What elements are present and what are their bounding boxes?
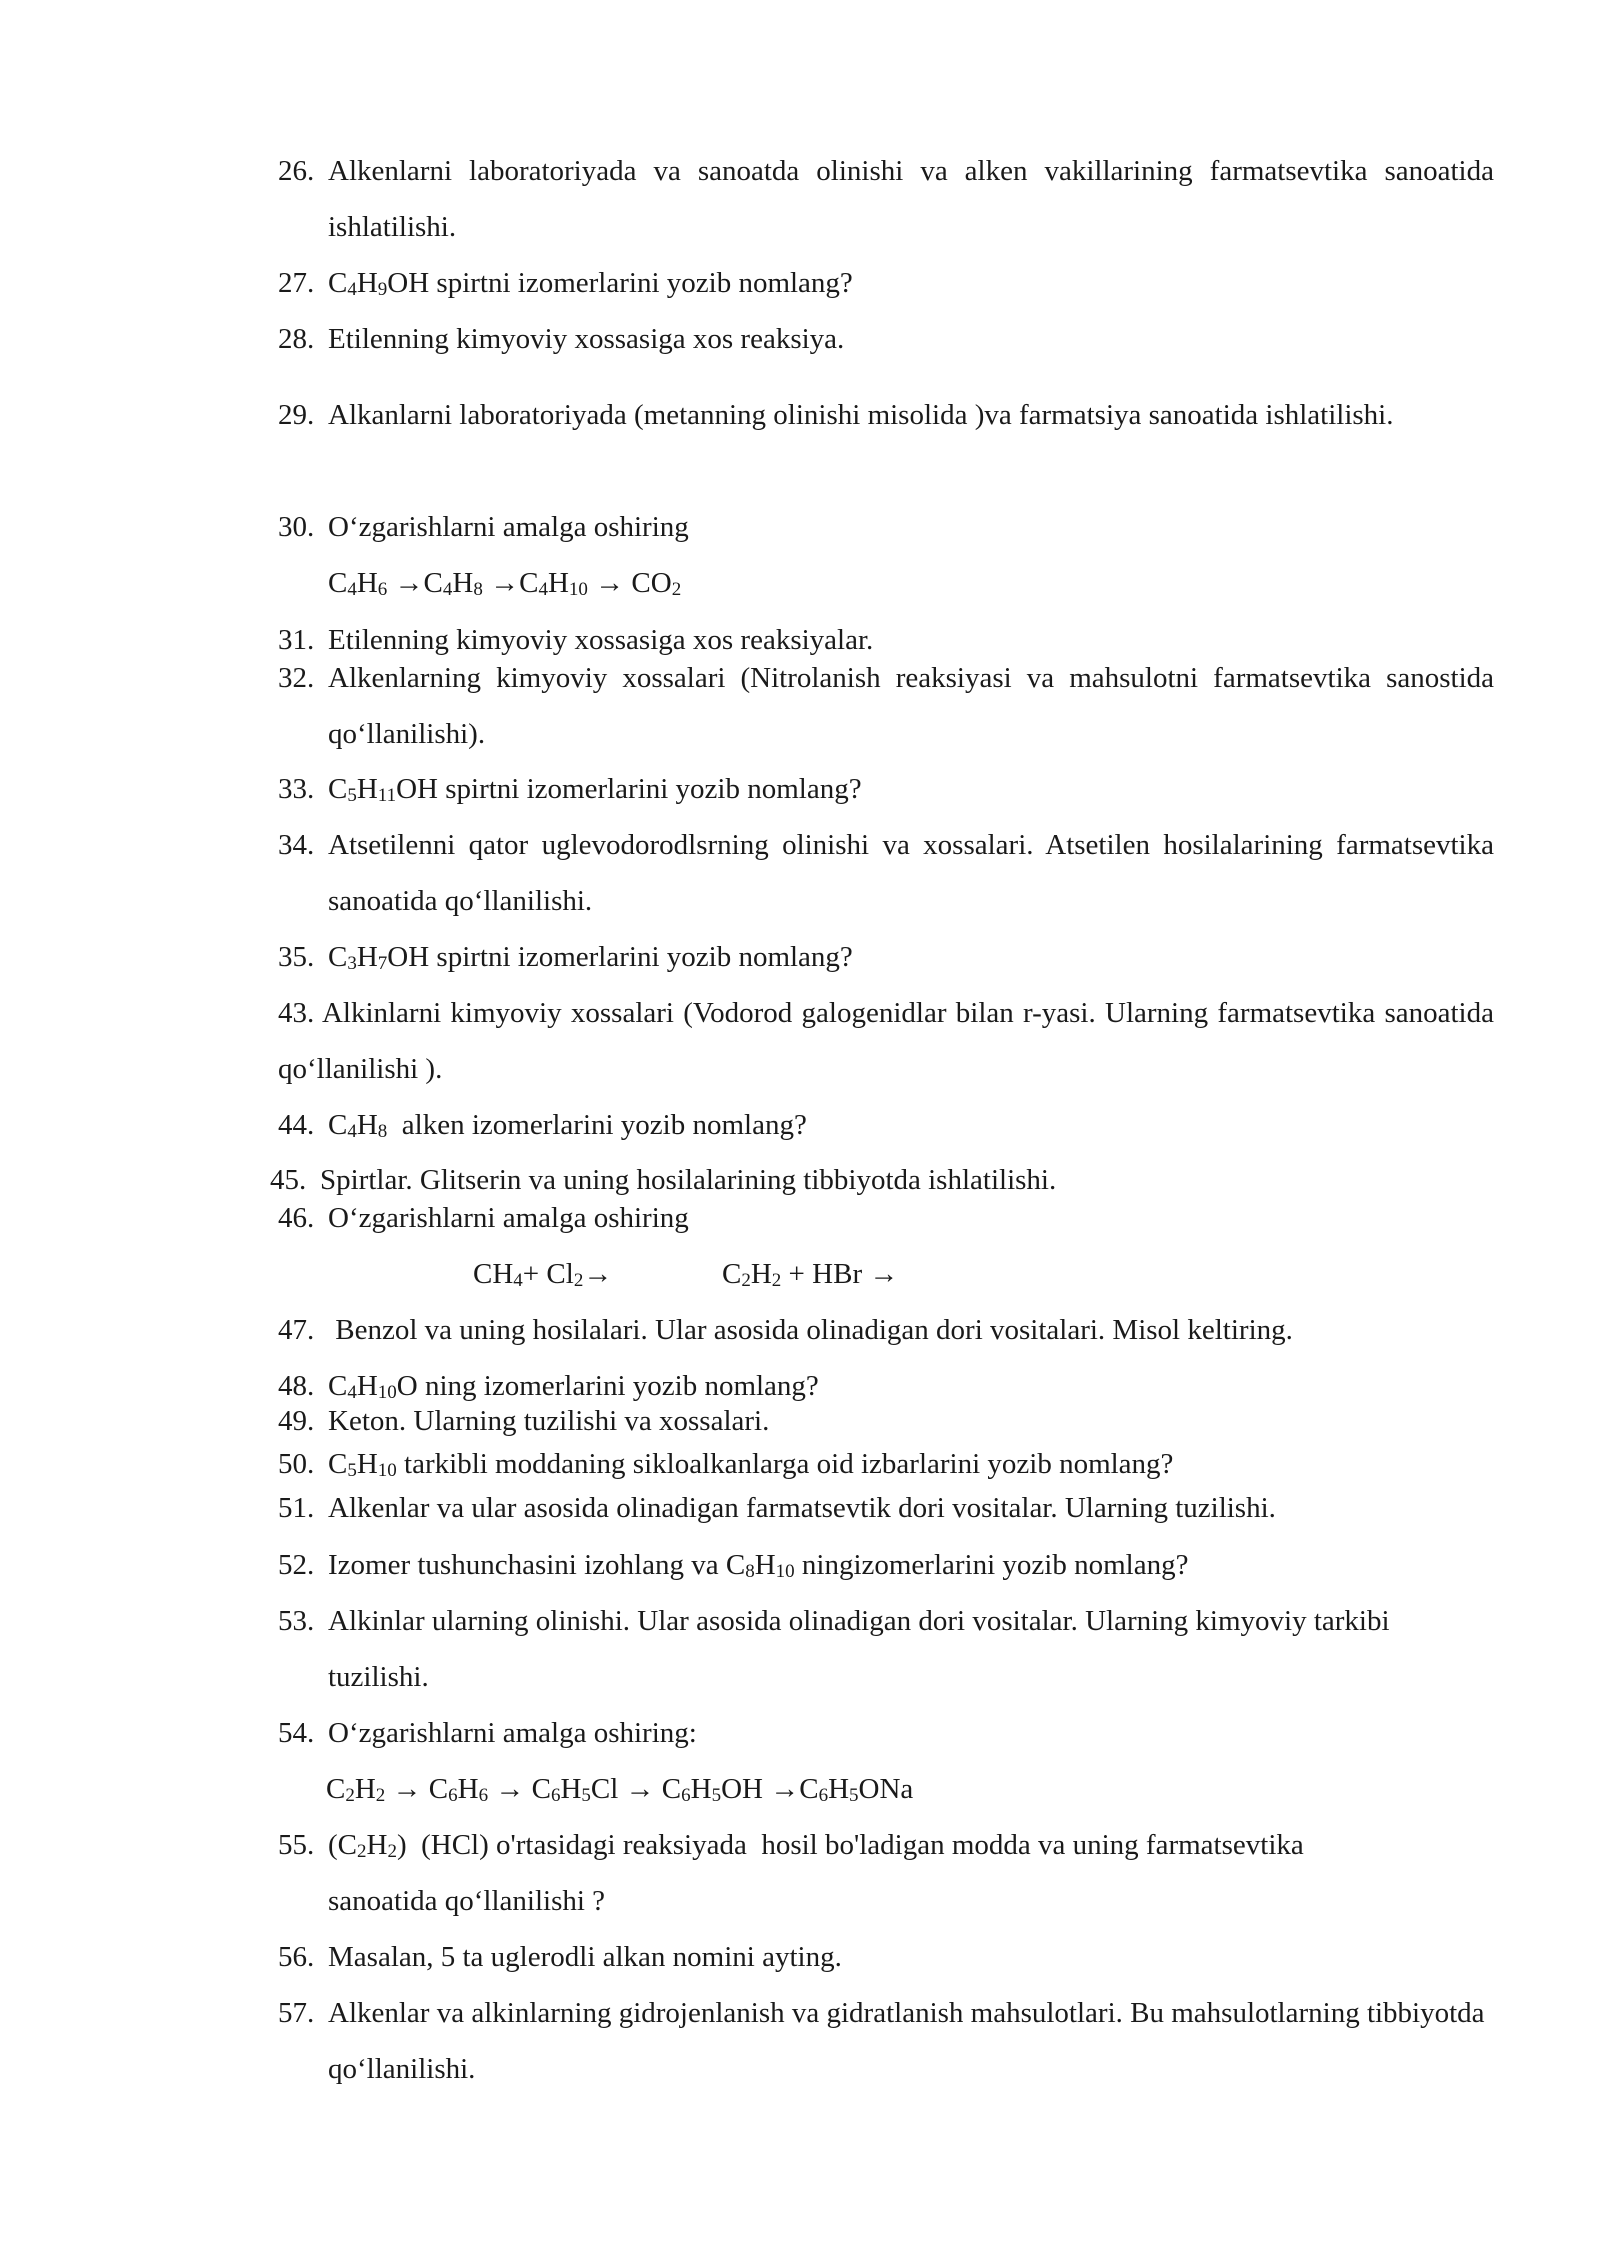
question-number: 32. bbox=[278, 662, 315, 694]
question-35 bbox=[278, 929, 1494, 985]
question-30 bbox=[278, 499, 1494, 555]
question-text: Atsetilenni qator uglevodorodlsrning olinishi va xossalari. Atsetilen hosilalarining farmatsevtika sanoatida qo‘llanilishi. bbox=[328, 829, 1494, 917]
question-text: $C_4H_{10}O$ ning izomerlarini yozib nomlang? bbox=[328, 1370, 819, 1403]
question-number: 57. bbox=[278, 1997, 315, 2029]
formula-46-b: $C_2H_2$ + HBr → bbox=[722, 1258, 899, 1291]
question-number: 52. bbox=[278, 1549, 315, 1581]
formula-30: $C_4H_6 \to C_4H_8 \to C_4H_{10} \to CO_2$ bbox=[328, 567, 682, 600]
question-text: Alkenlar va alkinlarning gidrojenlanish va gidratlanish mahsulotlari. Bu mahsulotlarning tibbiyotda qo‘llanilishi. bbox=[328, 1997, 1485, 2085]
question-text: $C_4H_9OH$ spirtni izomerlarini yozib nomlang? bbox=[328, 267, 853, 300]
question-33 bbox=[278, 761, 1494, 817]
question-number: 35. bbox=[278, 941, 315, 973]
question-text: Keton. Ularning tuzilishi va xossalari. bbox=[328, 1405, 770, 1437]
question-text: Alkenlarni laboratoriyada va sanoatda olinishi va alken vakillarining farmatsevtika sanoatida ishlatilishi. bbox=[328, 155, 1494, 243]
question-number: 47. bbox=[278, 1314, 315, 1346]
question-number: 34. bbox=[278, 829, 315, 861]
question-text: Alkenlar va ular asosida olinadigan farmatsevtik dori vositalar. Ularning tuzilishi. bbox=[328, 1492, 1276, 1524]
question-number: 56. bbox=[278, 1941, 315, 1973]
question-56 bbox=[278, 1929, 1494, 1985]
question-text: Alkanlarni laboratoriyada (metanning olinishi misolida )va farmatsiya sanoatida ishlatilishi. bbox=[328, 399, 1394, 431]
question-text: $(C_2H_2)$ (HCl) o'rtasidagi reaksiyada hosil bo'ladigan modda va uning farmatsevtika sanoatida qo‘llanilishi ? bbox=[328, 1829, 1311, 1917]
question-number: 43. bbox=[278, 997, 315, 1029]
question-text: Alkinlar ularning olinishi. Ular asosida olinadigan dori vositalar. Ularning kimyoviy tarkibi tuzilishi. bbox=[328, 1605, 1390, 1693]
question-text: $C_3H_7OH$ spirtni izomerlarini yozib nomlang? bbox=[328, 941, 853, 974]
question-text: Etilenning kimyoviy xossasiga xos reaksiyalar. bbox=[328, 624, 874, 656]
question-text: $C_5H_{10}$ tarkibli moddaning sikloalkanlarga oid izbarlarini yozib nomlang? bbox=[328, 1448, 1174, 1481]
question-26 bbox=[278, 143, 1494, 255]
question-number: 55. bbox=[278, 1829, 315, 1861]
question-number: 50. bbox=[278, 1448, 315, 1480]
question-number: 33. bbox=[278, 773, 315, 805]
question-52 bbox=[278, 1537, 1494, 1593]
question-32 bbox=[278, 650, 1494, 762]
question-number: 45. bbox=[270, 1164, 307, 1196]
question-27 bbox=[278, 255, 1494, 311]
question-number: 46. bbox=[278, 1202, 315, 1234]
question-number: 28. bbox=[278, 323, 315, 355]
question-55 bbox=[278, 1817, 1494, 1929]
question-34 bbox=[278, 817, 1494, 929]
question-53 bbox=[278, 1593, 1494, 1705]
question-text: Alkenlarning kimyoviy xossalari (Nitrolanish reaksiyasi va mahsulotni farmatsevtika sanostida qo‘llanilishi). bbox=[328, 662, 1494, 750]
question-text: Benzol va uning hosilalari. Ular asosida olinadigan dori vositalari. Misol keltiring. bbox=[328, 1314, 1293, 1346]
question-number: 26. bbox=[278, 155, 315, 187]
question-text: O‘zgarishlarni amalga oshiring bbox=[328, 1202, 689, 1234]
question-43 bbox=[278, 985, 1494, 1097]
question-number: 53. bbox=[278, 1605, 315, 1637]
question-number: 27. bbox=[278, 267, 315, 299]
question-number: 30. bbox=[278, 511, 315, 543]
question-44 bbox=[278, 1097, 1494, 1153]
question-number: 29. bbox=[278, 399, 315, 431]
question-number: 54. bbox=[278, 1717, 315, 1749]
question-49 bbox=[278, 1400, 1494, 1442]
question-text: $C_5H_{11}OH$ spirtni izomerlarini yozib nomlang? bbox=[328, 773, 862, 806]
question-46 bbox=[278, 1190, 1494, 1246]
question-29 bbox=[278, 387, 1494, 443]
question-text: O‘zgarishlarni amalga oshiring: bbox=[328, 1717, 697, 1749]
formula-46-a: $CH_4+ Cl_2\to$ bbox=[473, 1258, 613, 1291]
question-54 bbox=[278, 1705, 1494, 1761]
question-50 bbox=[278, 1443, 1494, 1485]
question-number: 44. bbox=[278, 1109, 315, 1141]
question-number: 51. bbox=[278, 1492, 315, 1524]
question-47 bbox=[278, 1302, 1494, 1358]
question-51 bbox=[278, 1480, 1494, 1536]
question-57 bbox=[278, 1985, 1494, 2097]
formula-54: $C_2H_2 \to C_6H_6 \to C_6H_5Cl \to C_6H_5OH \to C_6H_5ONa$ bbox=[326, 1773, 914, 1806]
question-text: Etilenning kimyoviy xossasiga xos reaksiya. bbox=[328, 323, 845, 355]
question-text: O‘zgarishlarni amalga oshiring bbox=[328, 511, 689, 543]
question-28 bbox=[278, 311, 1494, 367]
question-number: 49. bbox=[278, 1405, 315, 1437]
question-text: Masalan, 5 ta uglerodli alkan nomini ayting. bbox=[328, 1941, 842, 1973]
question-number: 31. bbox=[278, 624, 315, 656]
question-text: 43. Alkinlarni kimyoviy xossalari (Vodorod galogenidlar bilan r-yasi. Ularning farmatsevtika sanoatida qo‘llanilishi ). bbox=[278, 997, 1494, 1085]
question-text: $C_4H_8$ alken izomerlarini yozib nomlang? bbox=[328, 1109, 807, 1142]
question-text: Spirtlar. Glitserin va uning hosilalarining tibbiyotda ishlatilishi. bbox=[320, 1164, 1057, 1196]
question-number: 48. bbox=[278, 1370, 315, 1402]
question-text: Izomer tushunchasini izohlang va $C_8H_{10}$ ningizomerlarini yozib nomlang? bbox=[328, 1549, 1189, 1582]
